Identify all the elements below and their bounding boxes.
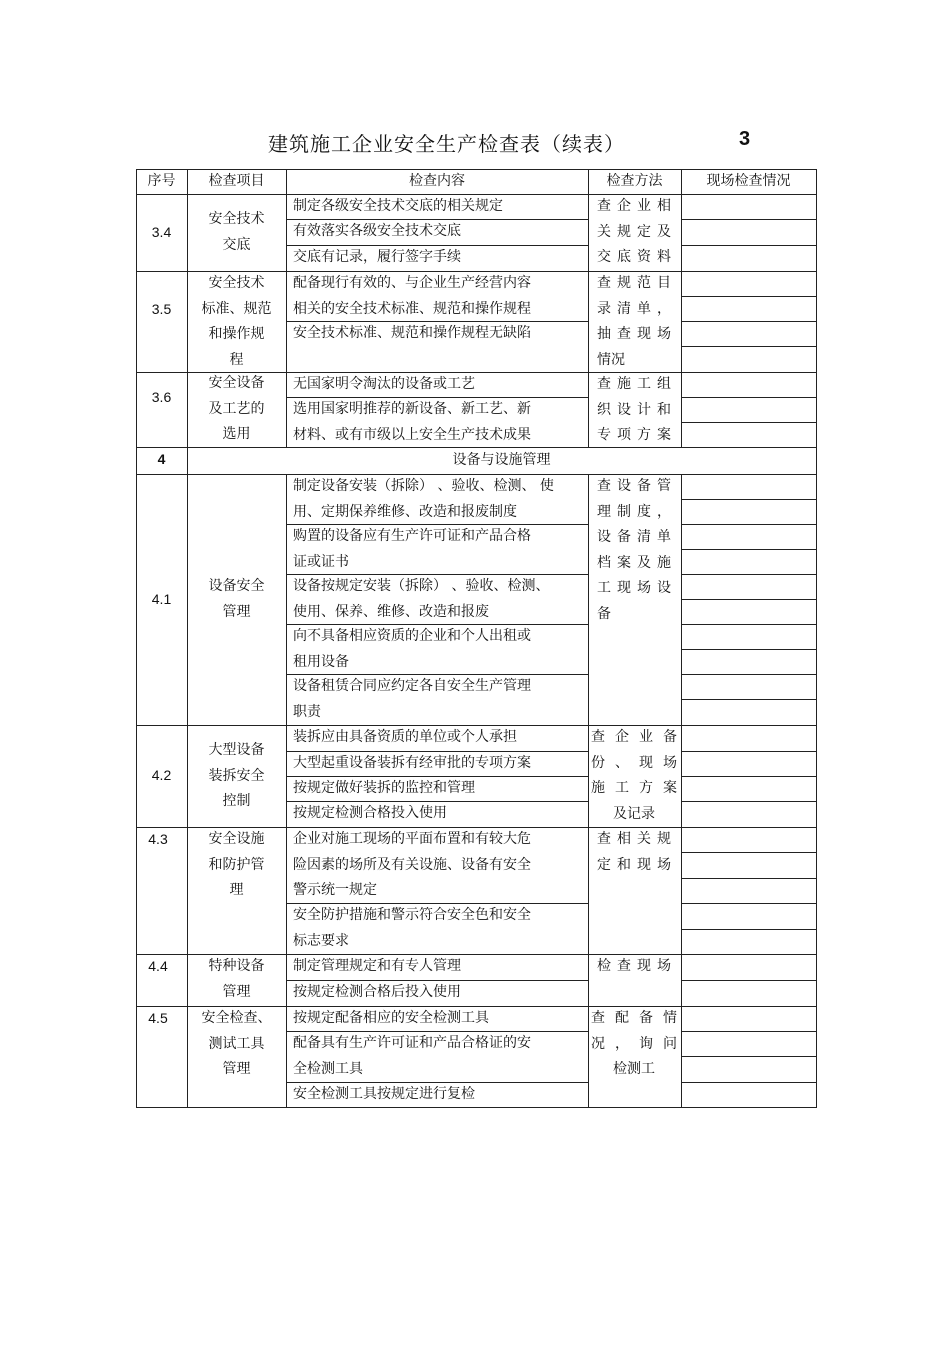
header-cell: 检查内容	[409, 173, 465, 189]
result-cell-divider	[681, 699, 817, 700]
check-method-line: 情况	[597, 351, 625, 368]
column-divider	[286, 194, 287, 272]
check-method-line: 及记录	[613, 805, 655, 822]
result-cell-divider	[681, 1031, 817, 1032]
row-divider	[136, 1107, 817, 1108]
check-item-line: 理	[229, 882, 244, 898]
check-content-line: 证或证书	[293, 553, 349, 570]
check-method-line: 查施工组	[597, 376, 671, 392]
check-method-line: 档案及施	[597, 554, 671, 571]
check-content-line: 配备具有生产许可证和产品合格证的安	[293, 1035, 531, 1051]
check-method-line: 理制度，	[597, 503, 671, 520]
result-cell-divider	[681, 929, 817, 930]
result-cell-divider	[681, 903, 817, 904]
column-divider	[681, 372, 682, 448]
check-method-line: 查设备管	[597, 478, 671, 494]
check-item-line: 大型设备	[208, 742, 265, 758]
check-method-line: 检测工	[613, 1061, 655, 1077]
check-item-line: 和操作规	[208, 326, 265, 342]
check-method-line: 查相关规	[597, 831, 671, 847]
header-cell: 序号	[147, 173, 176, 189]
result-cell-divider	[681, 980, 817, 981]
check-content-line: 警示统一规定	[293, 882, 377, 898]
check-method-line: 交底资料	[597, 249, 671, 265]
check-item-line: 及工艺的	[208, 400, 265, 417]
check-content-line: 租用设备	[293, 653, 349, 670]
check-content-line: 有效落实各级安全技术交底	[293, 223, 461, 239]
result-cell-divider	[681, 296, 817, 297]
check-item-line: 安全设备	[208, 375, 265, 391]
check-method-line: 查规范目	[597, 275, 671, 291]
result-cell-divider	[681, 245, 817, 246]
check-content-line: 向不具备相应资质的企业和个人出租或	[293, 628, 531, 644]
column-divider	[588, 194, 589, 272]
check-content-line: 设备按规定安装（拆除） 、验收、检测、	[293, 578, 550, 594]
column-divider	[286, 474, 287, 726]
result-cell-divider	[681, 1082, 817, 1083]
check-item-line: 选用	[222, 426, 251, 442]
result-cell-divider	[681, 878, 817, 879]
column-divider	[588, 271, 589, 373]
column-divider	[588, 1006, 589, 1108]
check-method-line: 关规定及	[597, 223, 671, 240]
check-content-line: 使用、保养、维修、改造和报废	[293, 603, 489, 620]
result-cell-divider	[681, 422, 817, 423]
result-cell-divider	[681, 599, 817, 600]
header-cell: 现场检查情况	[706, 173, 791, 189]
result-cell-divider	[681, 801, 817, 802]
result-cell-divider	[681, 852, 817, 853]
check-content-line: 按规定做好装拆的监控和管理	[293, 780, 475, 796]
check-method-line: 查配备情	[591, 1010, 677, 1026]
check-item-line: 管理	[222, 983, 251, 1000]
check-method-line: 专项方案	[597, 427, 671, 443]
check-method-line: 查企业备	[591, 729, 677, 745]
check-content-line: 配备现行有效的、与企业生产经营内容	[293, 275, 531, 291]
header-cell: 检查方法	[606, 173, 663, 189]
check-item-line: 程	[229, 351, 244, 368]
column-divider	[286, 271, 287, 373]
table-right-border	[816, 169, 817, 1108]
check-method-line: 织设计和	[597, 401, 671, 418]
check-item-line: 安全设施	[208, 831, 265, 847]
check-method-line: 检查现场	[597, 958, 671, 974]
result-cell-divider	[681, 751, 817, 752]
result-cell-divider	[681, 346, 817, 347]
result-cell-divider	[681, 524, 817, 525]
check-content-line: 按规定检测合格投入使用	[293, 805, 447, 821]
check-content-line: 大型起重设备装拆有经审批的专项方案	[293, 755, 531, 771]
check-method-line: 工现场设	[597, 580, 671, 596]
check-method-line: 况，询问	[591, 1035, 677, 1052]
column-divider	[588, 372, 589, 448]
page-number: 3	[739, 128, 752, 150]
inspection-table	[136, 169, 816, 1107]
check-content-line: 材料、或有市级以上安全生产技术成果	[293, 426, 531, 443]
column-divider	[286, 372, 287, 448]
check-content-line: 企业对施工现场的平面布置和有较大危	[293, 831, 531, 847]
check-item-line: 特种设备	[208, 958, 265, 974]
row-number: 4.2	[151, 767, 172, 783]
column-divider	[681, 271, 682, 373]
check-method-line: 抽查现场	[597, 326, 671, 342]
check-method-line: 设备清单	[597, 529, 671, 545]
check-method-line: 录清单，	[597, 300, 671, 317]
check-item-line: 标准、规范	[201, 300, 272, 317]
section-title: 设备与设施管理	[452, 452, 551, 468]
check-content-line: 制定各级安全技术交底的相关规定	[293, 198, 503, 214]
check-content-line: 险因素的场所及有关设施、设备有安全	[293, 856, 531, 873]
row-number: 3.5	[151, 301, 172, 317]
check-item-line: 安全技术	[208, 211, 265, 227]
result-cell-divider	[681, 1056, 817, 1057]
check-content-line: 无国家明令淘汰的设备或工艺	[293, 376, 475, 392]
column-divider	[681, 474, 682, 726]
check-content-line: 设备租赁合同应约定各自安全生产管理	[293, 678, 531, 694]
check-method-line: 定和现场	[597, 856, 671, 873]
check-content-line: 按规定检测合格后投入使用	[293, 984, 461, 1000]
check-method-line: 查企业相	[597, 198, 671, 214]
result-cell-divider	[681, 499, 817, 500]
check-content-line: 安全检测工具按规定进行复检	[293, 1086, 475, 1102]
check-content-line: 制定设备安装（拆除） 、验收、检测、 使	[293, 478, 554, 494]
column-divider	[286, 827, 287, 955]
result-cell-divider	[681, 321, 817, 322]
check-content-line: 安全防护措施和警示符合安全色和安全	[293, 907, 531, 923]
check-content-line: 交底有记录，履行签字手续	[293, 249, 461, 265]
check-method-line: 施工方案	[591, 780, 677, 796]
check-content-line: 选用国家明推荐的新设备、新工艺、新	[293, 401, 531, 417]
check-item-line: 安全技术	[208, 275, 265, 291]
column-divider	[681, 1006, 682, 1108]
check-item-line: 和防护管	[208, 856, 265, 873]
check-item-line: 管理	[222, 1061, 251, 1077]
check-content-line: 相关的安全技术标准、规范和操作规程	[293, 300, 531, 317]
check-item-line: 交底	[222, 236, 251, 253]
check-method-line: 份、现场	[591, 754, 677, 771]
check-item-line: 设备安全	[208, 578, 265, 594]
page-title: 建筑施工企业安全生产检查表（续表）	[268, 132, 625, 156]
check-content-line: 用、定期保养维修、改造和报废制度	[293, 503, 517, 520]
result-cell-divider	[681, 397, 817, 398]
check-method-line: 备	[597, 605, 611, 622]
check-content-line: 职责	[293, 703, 321, 720]
check-item-line: 管理	[222, 603, 251, 620]
check-item-line: 装拆安全	[208, 767, 265, 784]
column-divider	[588, 827, 589, 955]
section-number: 4	[157, 451, 166, 467]
column-divider	[588, 474, 589, 726]
check-content-line: 安全技术标准、规范和操作规程无缺陷	[293, 325, 531, 341]
row-number: 4.4	[148, 958, 168, 974]
result-cell-divider	[681, 574, 817, 575]
row-number: 3.4	[151, 224, 172, 240]
row-number: 4.1	[151, 591, 172, 607]
row-number: 3.6	[151, 389, 172, 405]
check-content-line: 装拆应由具备资质的单位或个人承担	[293, 729, 517, 745]
result-cell-divider	[681, 624, 817, 625]
header-cell: 检查项目	[208, 173, 265, 189]
check-content-line: 制定管理规定和有专人管理	[293, 958, 461, 974]
check-content-line: 购置的设备应有生产许可证和产品合格	[293, 528, 531, 544]
check-item-line: 安全检查、	[201, 1010, 272, 1026]
check-content-line: 标志要求	[293, 932, 349, 949]
result-cell-divider	[681, 649, 817, 650]
check-content-line: 全检测工具	[293, 1060, 363, 1077]
check-content-line: 按规定配备相应的安全检测工具	[293, 1010, 489, 1026]
result-cell-divider	[681, 549, 817, 550]
row-number: 4.5	[148, 1010, 168, 1026]
row-number: 4.3	[148, 831, 168, 847]
column-divider	[681, 827, 682, 955]
result-cell-divider	[681, 776, 817, 777]
result-cell-divider	[681, 674, 817, 675]
result-cell-divider	[681, 219, 817, 220]
column-divider	[286, 1006, 287, 1108]
check-item-line: 控制	[222, 793, 251, 809]
check-item-line: 测试工具	[208, 1035, 265, 1052]
column-divider	[681, 194, 682, 272]
